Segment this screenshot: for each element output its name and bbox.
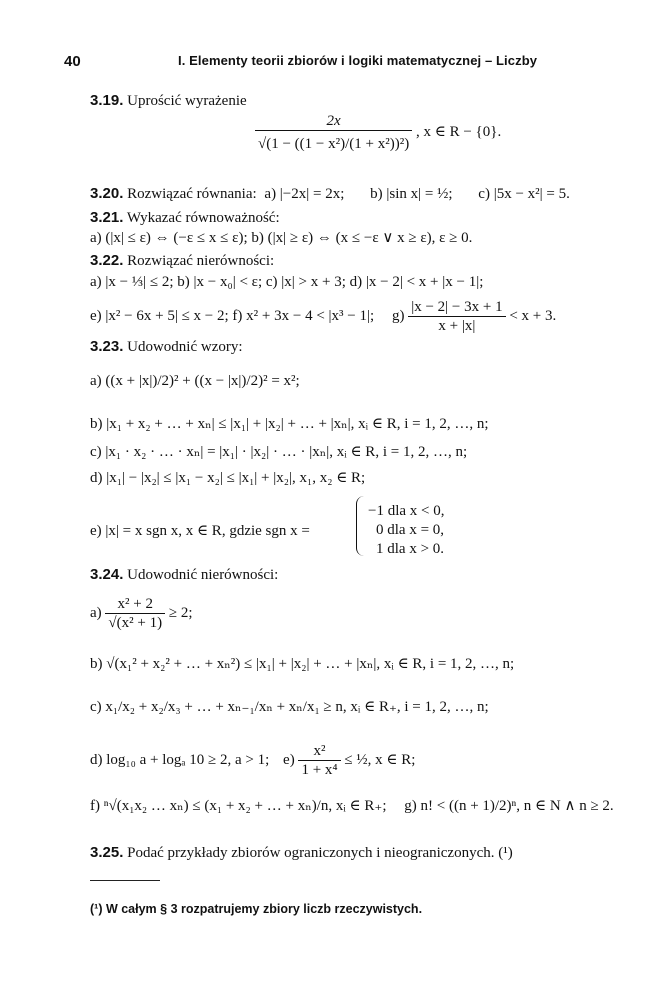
problem-text: Udowodnić nierówności: bbox=[127, 567, 279, 583]
domain-condition: , x ∈ R − {0}. bbox=[415, 123, 502, 140]
left-brace bbox=[356, 496, 367, 556]
sgn-case-2: 0 dla x = 0, bbox=[376, 522, 445, 538]
item-a-label: a) bbox=[90, 604, 102, 621]
problem-text: Rozwiązać nierówności: bbox=[127, 253, 275, 269]
item-c: c) |5x − x²| = 5. bbox=[478, 186, 570, 202]
problem-3-23-b: b) |x₁ + x₂ + … + xₙ| ≤ |x₁| + |x₂| + … + |xₙ|, xᵢ ∈ R, i = 1, 2, …, n; bbox=[90, 416, 489, 432]
fraction-denominator: √(1 − ((1 − x²)/(1 + x²))²) bbox=[255, 130, 412, 153]
problem-text: Podać przykłady zbiorów ograniczonych i nieograniczonych. (¹) bbox=[127, 845, 513, 861]
problem-number: 3.20. bbox=[90, 185, 124, 202]
fraction-denominator: x + |x| bbox=[408, 316, 505, 335]
page-number: 40 bbox=[64, 53, 81, 70]
problem-3-23-d: d) |x₁| − |x₂| ≤ |x₁ − x₂| ≤ |x₁| + |x₂|, x₁, x₂ ∈ R; bbox=[90, 470, 366, 486]
fraction-numerator: |x − 2| − 3x + 1 bbox=[411, 299, 503, 315]
item-a: a) |−2x| = 2x; bbox=[264, 186, 345, 202]
fraction-numerator: x² + 2 bbox=[117, 596, 153, 612]
problem-3-25 bbox=[90, 844, 513, 862]
items-e-f: e) |x² − 6x + 5| ≤ x − 2; f) x² + 3x − 4 < |x³ − 1|; bbox=[90, 307, 375, 324]
problem-text: Uprościć wyrażenie bbox=[127, 93, 247, 109]
problem-number: 3.21. bbox=[90, 209, 124, 226]
problem-3-21 bbox=[90, 209, 280, 227]
problem-number: 3.22. bbox=[90, 252, 124, 269]
problem-3-20 bbox=[90, 185, 570, 203]
fraction-denominator: √(x² + 1) bbox=[105, 613, 165, 632]
sgn-case-1: −1 dla x < 0, bbox=[368, 503, 445, 519]
problem-3-22-line-2 bbox=[90, 298, 556, 335]
problem-3-23-c: c) |x₁ · x₂ · … · xₙ| = |x₁| · |x₂| · … · |xₙ|, xᵢ ∈ R, i = 1, 2, …, n; bbox=[90, 444, 468, 460]
problem-3-19 bbox=[90, 92, 247, 110]
problem-3-24-d-e bbox=[90, 742, 415, 779]
problem-3-24-c: c) x₁/x₂ + x₂/x₃ + … + xₙ₋₁/xₙ + xₙ/x₁ ≥ n, xᵢ ∈ R₊, i = 1, 2, …, n; bbox=[90, 699, 489, 715]
item-b: b) |sin x| = ½; bbox=[370, 186, 453, 202]
problem-3-24-f-g bbox=[90, 797, 614, 815]
problem-3-23-e: e) |x| = x sgn x, x ∈ R, gdzie sgn x = bbox=[90, 523, 310, 539]
problem-3-22 bbox=[90, 252, 274, 270]
item-g-label: g) bbox=[391, 307, 405, 324]
item-g-rest: < x + 3. bbox=[509, 307, 557, 324]
item-a-rest: ≥ 2; bbox=[168, 604, 193, 621]
problem-3-19-expression bbox=[255, 112, 501, 153]
item-e-label: e) bbox=[283, 751, 295, 768]
footnote-rule bbox=[90, 880, 160, 881]
problem-number: 3.23. bbox=[90, 338, 124, 355]
problem-number: 3.24. bbox=[90, 566, 124, 583]
running-header: I. Elementy teorii zbiorów i logiki matematycznej – Liczby bbox=[178, 53, 538, 68]
footnote: (¹) W całym § 3 rozpatrujemy zbiory liczb rzeczywistych. bbox=[90, 902, 423, 916]
problem-3-24-a bbox=[90, 595, 193, 632]
item-e-rest: ≤ ½, x ∈ R; bbox=[344, 751, 416, 768]
problem-number: 3.25. bbox=[90, 844, 124, 861]
problem-number: 3.19. bbox=[90, 92, 124, 109]
problem-3-23 bbox=[90, 338, 243, 356]
item-d: d) log₁₀ a + logₐ 10 ≥ 2, a > 1; bbox=[90, 751, 270, 768]
problem-text: Wykazać równoważność: bbox=[126, 210, 280, 226]
sgn-case-3: 1 dla x > 0. bbox=[376, 541, 445, 557]
problem-3-24-b: b) √(x₁² + x₂² + … + xₙ²) ≤ |x₁| + |x₂| + … + |xₙ|, xᵢ ∈ R, i = 1, 2, …, n; bbox=[90, 656, 515, 672]
problem-3-22-line-1: a) |x − ⅓| ≤ 2; b) |x − x₀| < ε; c) |x| > x + 3; d) |x − 2| < x + |x − 1|; bbox=[90, 274, 484, 290]
problem-3-24 bbox=[90, 566, 278, 584]
fraction-denominator: 1 + x⁴ bbox=[298, 760, 340, 779]
item-g: g) n! < ((n + 1)/2)ⁿ, n ∈ N ∧ n ≥ 2. bbox=[404, 798, 614, 814]
fraction-numerator: x² bbox=[313, 743, 326, 759]
problem-text: Udowodnić wzory: bbox=[127, 339, 243, 355]
problem-3-23-a: a) ((x + |x|)/2)² + ((x − |x|)/2)² = x²; bbox=[90, 373, 300, 389]
item-f: f) ⁿ√(x₁x₂ … xₙ) ≤ (x₁ + x₂ + … + xₙ)/n, xᵢ ∈ R₊; bbox=[90, 798, 387, 814]
problem-3-21-items: a) (|x| ≤ ε) ⇔ (−ε ≤ x ≤ ε); b) (|x| ≥ ε) ⇔ (x ≤ −ε ∨ x ≥ ε), ε ≥ 0. bbox=[90, 230, 473, 246]
problem-text: Rozwiązać równania: bbox=[127, 186, 257, 202]
fraction-numerator: 2x bbox=[326, 113, 341, 129]
